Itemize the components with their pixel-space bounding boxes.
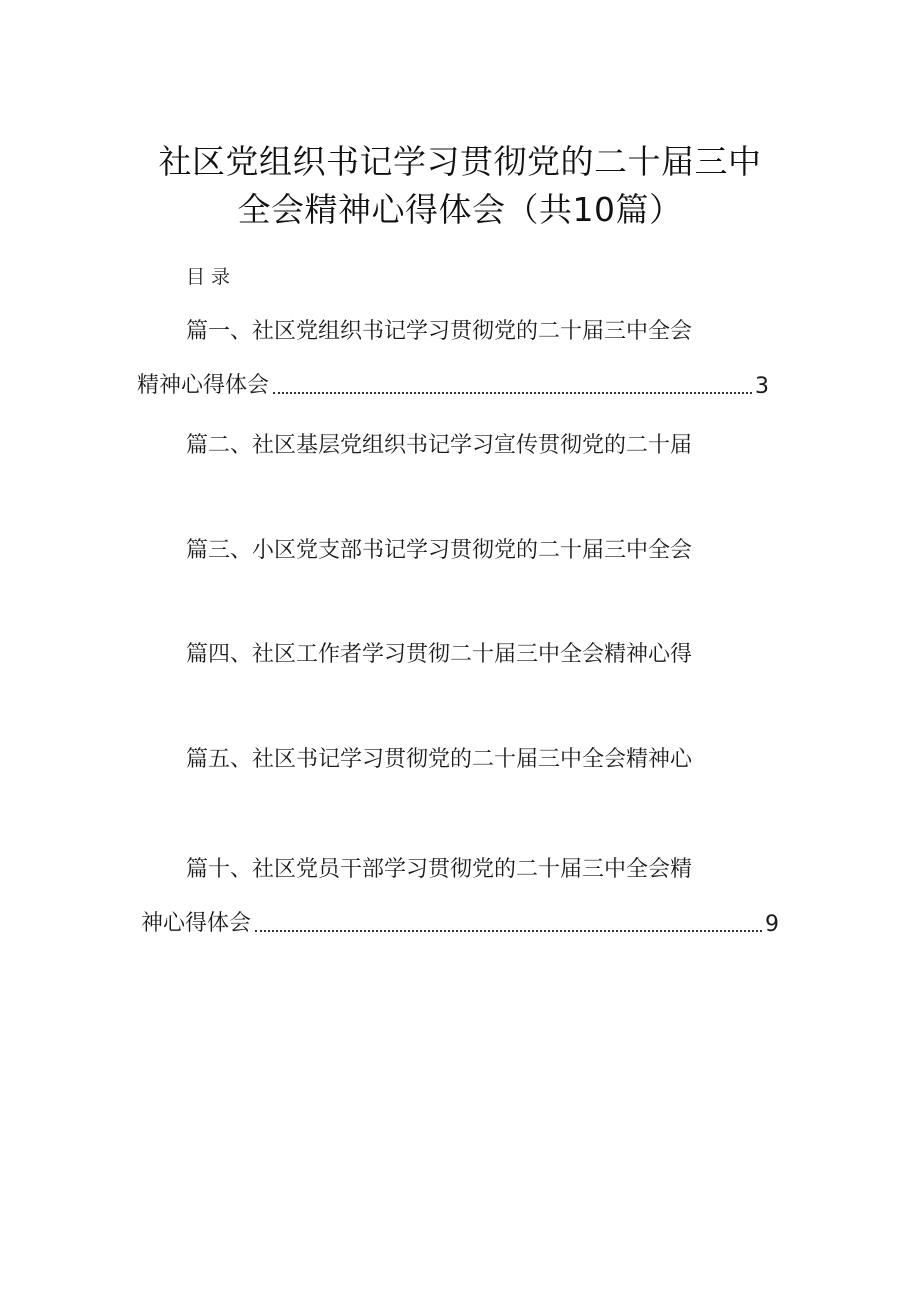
toc-entry-10-line-1[interactable]: 篇十、社区党员干部学习贯彻党的二十届三中全会精 (186, 857, 693, 882)
toc-entry-2-line-1[interactable]: 篇二、社区基层党组织书记学习宣传贯彻党的二十届 (186, 433, 693, 458)
toc-entry-5-line-1[interactable]: 篇五、社区书记学习贯彻党的二十届三中全会精神心 (186, 747, 693, 772)
toc-entry-1-title-continued: 精神心得体会 (137, 373, 270, 398)
toc-entry-3-line-1[interactable]: 篇三、小区党支部书记学习贯彻党的二十届三中全会 (186, 538, 693, 563)
toc-entry-1-page-number: 3 (755, 374, 769, 399)
toc-entry-1-dot-leader (273, 392, 752, 394)
toc-entry-1-line-2[interactable] (137, 369, 769, 399)
toc-entry-4-line-1[interactable]: 篇四、社区工作者学习贯彻二十届三中全会精神心得 (186, 642, 693, 667)
document-title-line-1: 社区党组织书记学习贯彻党的二十届三中 (158, 142, 762, 181)
toc-heading: 目录 (186, 266, 237, 288)
toc-entry-10-title-continued: 神心得体会 (141, 911, 252, 936)
toc-entry-10-dot-leader (255, 930, 762, 932)
toc-entry-10-page-number: 9 (765, 912, 779, 937)
document-title-line-2: 全会精神心得体会（共10篇） (237, 190, 683, 229)
toc-entry-1-line-1[interactable]: 篇一、社区党组织书记学习贯彻党的二十届三中全会 (186, 319, 693, 344)
toc-entry-10-line-2[interactable] (141, 907, 779, 937)
